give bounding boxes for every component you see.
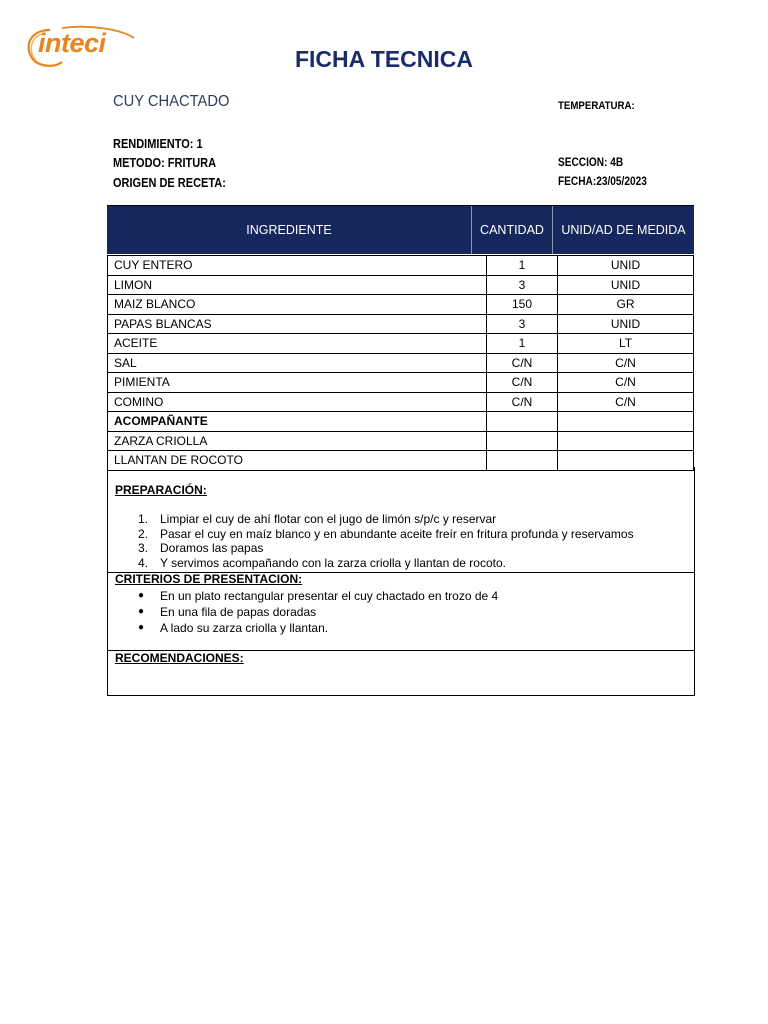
table-row — [108, 431, 694, 451]
logo-text: inteci — [38, 28, 106, 58]
ingredient-name: COMINO — [108, 392, 487, 412]
acompanante-title: ACOMPAÑANTE — [108, 412, 487, 432]
ingredient-unit: GR — [558, 295, 694, 315]
criterios-items — [138, 588, 498, 636]
ingredient-unit: C/N — [558, 392, 694, 412]
table-row — [108, 295, 694, 315]
ingredient-qty: 1 — [487, 256, 558, 276]
ingredient-unit: LT — [558, 334, 694, 354]
header-unidad: UNID/AD DE MEDIDA — [561, 223, 686, 237]
header-ingrediente: INGREDIENTE — [107, 206, 472, 254]
ingredient-name: CUY ENTERO — [108, 256, 487, 276]
side-item: ZARZA CRIOLLA — [108, 431, 487, 451]
ingredient-name: LIMON — [108, 275, 487, 295]
ingredient-qty: C/N — [487, 373, 558, 393]
table-row — [108, 353, 694, 373]
ingredient-qty: C/N — [487, 353, 558, 373]
ingredients-table — [107, 255, 694, 471]
table-row — [108, 392, 694, 412]
bullet-icon: ● — [138, 590, 145, 601]
bullet-icon: ● — [138, 606, 145, 617]
criterios-section — [107, 573, 695, 651]
list-item: ● En una fila de papas doradas — [138, 605, 317, 619]
list-item: 4. Y servimos acompañando con la zarza criolla y llantan de rocoto. — [138, 555, 506, 570]
list-item: 2. Pasar el cuy en maíz blanco y en abundante aceite freír en fritura profunda y reservamos — [138, 526, 634, 541]
list-item: ● En un plato rectangular presentar el cuy chactado en trozo de 4 — [138, 589, 499, 603]
table-row — [108, 256, 694, 276]
ingredient-unit: UNID — [558, 314, 694, 334]
ingredient-qty: 1 — [487, 334, 558, 354]
ingredient-name: ACEITE — [108, 334, 487, 354]
ingredient-qty: 3 — [487, 314, 558, 334]
ingredient-unit: C/N — [558, 353, 694, 373]
preparacion-steps — [138, 512, 634, 570]
seccion-label: SECCION: 4B — [558, 157, 624, 169]
header-cantidad: CANTIDAD — [472, 206, 553, 254]
table-row — [108, 275, 694, 295]
preparacion-title: PREPARACIÓN: — [115, 483, 207, 497]
bullet-icon: ● — [138, 622, 145, 633]
table-row — [108, 373, 694, 393]
recomendaciones-section — [107, 651, 695, 696]
recomendaciones-title: RECOMENDACIONES: — [115, 651, 244, 665]
table-row — [108, 314, 694, 334]
criterios-title: CRITERIOS DE PRESENTACION: — [115, 572, 303, 586]
origen-label: ORIGEN DE RECETA: — [113, 176, 226, 190]
preparacion-section — [107, 467, 695, 573]
ingredient-unit: C/N — [558, 373, 694, 393]
rendimiento-label: RENDIMIENTO: 1 — [113, 137, 203, 151]
ingredient-name: MAIZ BLANCO — [108, 295, 487, 315]
ingredient-qty: 150 — [487, 295, 558, 315]
ingredient-qty: 3 — [487, 275, 558, 295]
ingredient-name: PAPAS BLANCAS — [108, 314, 487, 334]
list-item: 3. Doramos las papas — [138, 541, 264, 555]
list-item: 1. Limpiar el cuy de ahí flotar con el jugo de limón s/p/c y reservar — [138, 512, 497, 526]
table-row — [108, 334, 694, 354]
ingredient-name: PIMIENTA — [108, 373, 487, 393]
page-title: FICHA TECNICA — [294, 46, 474, 72]
ingredients-table-header — [107, 205, 694, 254]
recipe-name: CUY CHACTADO — [113, 93, 230, 110]
temperatura-label: TEMPERATURA: — [558, 100, 635, 112]
metodo-label: METODO: FRITURA — [113, 156, 217, 170]
table-row — [108, 412, 694, 432]
ingredient-name: SAL — [108, 353, 487, 373]
fecha-label: FECHA:23/05/2023 — [558, 176, 647, 188]
list-item: ● A lado su zarza criolla y llantan. — [138, 621, 329, 635]
side-item: LLANTAN DE ROCOTO — [108, 451, 487, 471]
ingredient-unit: UNID — [558, 256, 694, 276]
ingredient-qty: C/N — [487, 392, 558, 412]
ingredient-unit: UNID — [558, 275, 694, 295]
